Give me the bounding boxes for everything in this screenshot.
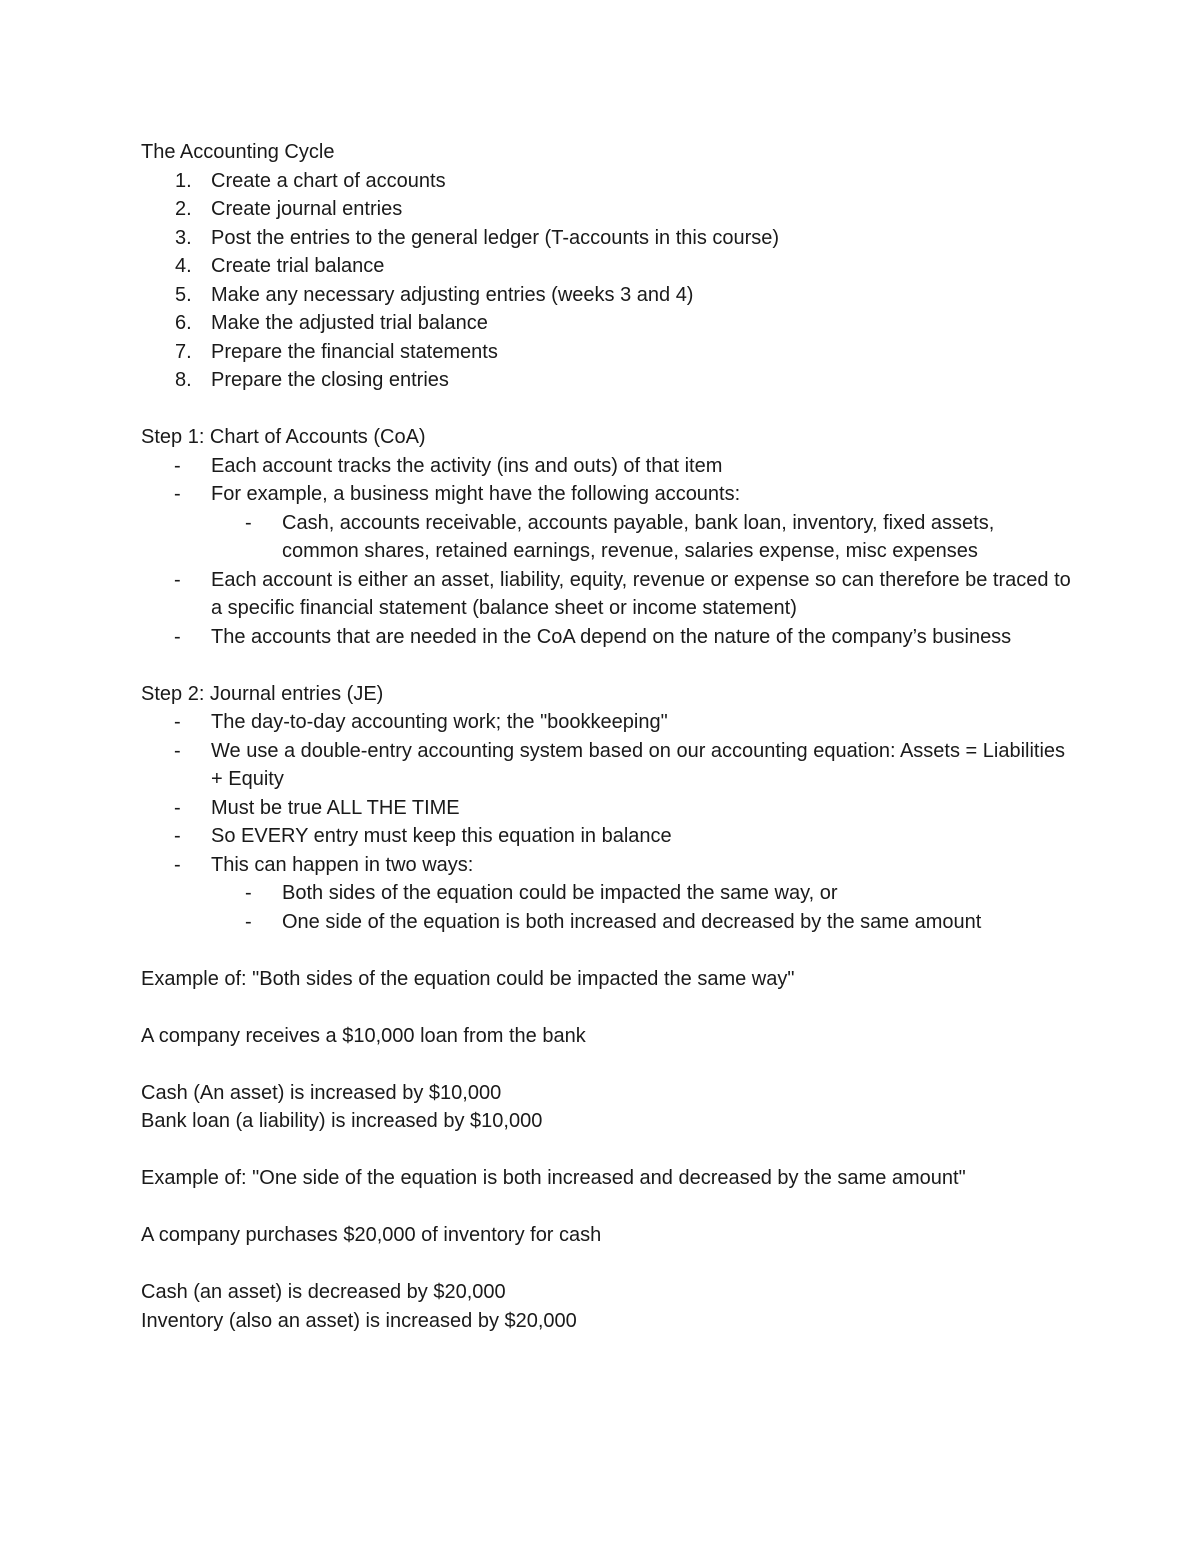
document-page [141,138,1071,1335]
bullet-text: This can happen in two ways: [211,853,474,876]
bullet-text: Both sides of the equation could be impacted the same way, or [282,882,838,904]
spacer [141,1136,1071,1165]
bullet-dash: - [174,625,181,648]
bullet-dash: - [245,910,252,933]
list-number: 7. [175,340,192,363]
cycle-step [141,366,1071,395]
list-number: 8. [175,369,192,391]
example2-effect: Inventory (also an asset) is increased by $20,000 [141,1309,577,1332]
bullet-text: For example, a business might have the following accounts: [211,483,741,505]
cycle-step-text: Create journal entries [211,198,403,220]
cycle-step [141,167,1071,196]
bullet-text: Each account is either an asset, liability, equity, revenue or expense so can therefore be traced to a specific financial statement (balance sheet or income statement) [211,568,1071,619]
bullet-dash: - [245,882,252,904]
bullet-dash: - [174,825,181,847]
example1-scenario: A company receives a $10,000 loan from the bank [141,1024,586,1047]
spacer [141,1250,1071,1279]
example2-heading: Example of: "One side of the equation is both increased and decreased by the same amount" [141,1167,966,1189]
document-title: The Accounting Cycle [141,141,335,163]
bullet-item [141,452,1071,481]
cycle-step [141,252,1071,281]
example2-effect: Cash (an asset) is decreased by $20,000 [141,1281,506,1303]
step1-bullets [141,452,1071,652]
cycle-step [141,224,1071,253]
spacer [141,395,1071,424]
bullet-item [141,623,1071,652]
sub-bullet-item [141,908,1071,937]
spacer [141,1050,1071,1079]
cycle-step-text: Create trial balance [211,255,385,277]
spacer [141,936,1071,965]
bullet-text: The accounts that are needed in the CoA depend on the nature of the company’s business [211,625,1012,648]
bullet-text: We use a double-entry accounting system based on our accounting equation: Assets = Liabilities + Equity [211,739,1066,790]
bullet-item [141,851,1071,880]
cycle-step [141,309,1071,338]
spacer [141,651,1071,680]
example2-scenario: A company purchases $20,000 of inventory for cash [141,1224,602,1246]
bullet-dash: - [174,711,181,733]
bullet-dash: - [174,796,181,819]
list-number: 5. [175,283,192,306]
list-number: 3. [175,226,192,249]
cycle-step [141,281,1071,310]
bullet-text: The day-to-day accounting work; the "bookkeeping" [211,711,668,733]
step2-bullets [141,708,1071,936]
bullet-text: So EVERY entry must keep this equation in balance [211,825,672,847]
cycle-steps-list [141,167,1071,395]
spacer [141,1193,1071,1222]
spacer [141,993,1071,1022]
bullet-dash: - [174,454,181,477]
bullet-text: One side of the equation is both increased and decreased by the same amount [282,910,982,933]
sub-bullet-item [141,879,1071,908]
sub-bullet-item [141,509,1071,566]
cycle-step-text: Make any necessary adjusting entries (weeks 3 and 4) [211,283,694,306]
bullet-text: Each account tracks the activity (ins and outs) of that item [211,454,723,477]
cycle-step-text: Prepare the closing entries [211,369,449,391]
step2-heading: Step 2: Journal entries (JE) [141,682,384,705]
bullet-dash: - [174,483,181,505]
bullet-dash: - [174,853,181,876]
example1-effect: Bank loan (a liability) is increased by $10,000 [141,1110,543,1132]
bullet-item [141,737,1071,794]
bullet-text: Cash, accounts receivable, accounts payable, bank loan, inventory, fixed assets, common shares, retained earnings, revenue, salaries expense, misc expenses [282,511,995,562]
cycle-step [141,195,1071,224]
cycle-step [141,338,1071,367]
bullet-dash: - [174,568,181,591]
bullet-dash: - [174,739,181,762]
bullet-item [141,822,1071,851]
list-number: 4. [175,255,192,277]
bullet-dash: - [245,511,252,534]
cycle-step-text: Prepare the financial statements [211,340,498,363]
bullet-text: Must be true ALL THE TIME [211,796,460,819]
cycle-step-text: Post the entries to the general ledger (T-accounts in this course) [211,226,780,249]
cycle-step-text: Make the adjusted trial balance [211,312,488,334]
example1-effect: Cash (An asset) is increased by $10,000 [141,1081,502,1104]
example1-heading: Example of: "Both sides of the equation could be impacted the same way" [141,967,795,990]
list-number: 2. [175,198,192,220]
step1-heading: Step 1: Chart of Accounts (CoA) [141,426,426,448]
bullet-item [141,794,1071,823]
cycle-step-text: Create a chart of accounts [211,169,446,192]
bullet-item [141,708,1071,737]
bullet-item [141,566,1071,623]
list-number: 1. [175,169,192,192]
bullet-item [141,480,1071,509]
list-number: 6. [175,312,192,334]
